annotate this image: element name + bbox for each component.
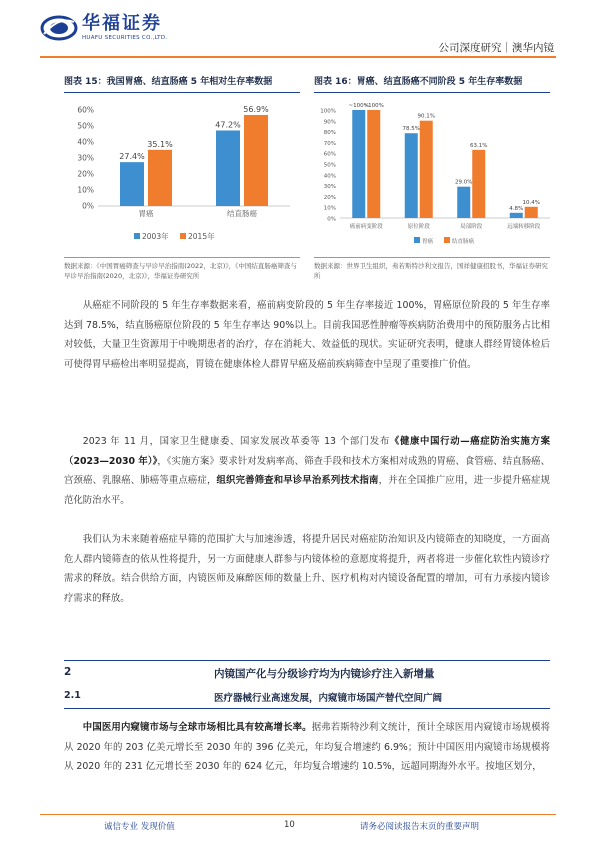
data-label: 10.4% xyxy=(522,199,540,206)
policy-intro-text: 2023 年 11 月，国家卫生健康委、国家发展改革委等 13 个部门发布 xyxy=(82,436,390,447)
data-label: 56.9% xyxy=(243,104,269,114)
figure-15-title xyxy=(64,74,272,87)
category-label: 胃癌 xyxy=(138,209,154,218)
y-tick-label: 10% xyxy=(77,185,94,195)
legend-swatch xyxy=(180,233,186,239)
logo-chinese-name: 华福证券 xyxy=(82,13,162,34)
figure-15-source-divider xyxy=(64,257,300,258)
legend-swatch xyxy=(444,237,450,243)
data-label: 4.8% xyxy=(509,205,524,212)
bar-series-1 xyxy=(457,187,470,218)
y-tick-label: 50% xyxy=(77,121,94,131)
y-tick-label: 0% xyxy=(327,216,336,223)
y-tick-label: 20% xyxy=(323,194,336,201)
header-divider xyxy=(40,56,556,58)
market-growth-text: 据弗若斯特沙利文统计，预计全球医用内窥镜市场规模将从 2020 年的 203 亿美元增长至 2030 年的 396 亿美元，年均复合增速约 6.9%；预计中国医用内窥镜市场规模将从 2020 年的 231 亿元增长至 2030 年的 624 亿元，年均复合增速约 10.5%，远超同期海外水平。按地区划分， xyxy=(64,722,550,772)
figure-15-chart xyxy=(64,96,300,254)
bar-series-2 xyxy=(367,110,380,218)
legend-label: 2003年 xyxy=(142,232,169,241)
y-tick-label: 0% xyxy=(82,201,94,211)
bar-series-2 xyxy=(525,207,538,218)
footer-divider xyxy=(40,814,556,815)
figure-16-source: 数据来源：世界卫生组织，弗若斯特沙利文报告，国祥健康招股书，华福证券研究所 xyxy=(314,262,548,280)
bar-series-1 xyxy=(120,162,144,206)
y-tick-label: 30% xyxy=(77,153,94,163)
logo-english-name: HUAFU SECURITIES CO.,LTD. xyxy=(82,35,168,41)
legend-label: 胃癌 xyxy=(422,239,434,245)
data-label: 29.0% xyxy=(455,179,473,186)
bar-series-1 xyxy=(510,213,523,218)
legend-label: 2015年 xyxy=(188,232,215,241)
data-label: 63.1% xyxy=(470,142,488,149)
figure-16-chart xyxy=(314,96,550,254)
paragraph-outlook: 我们认为未来随着癌症早筛的范围扩大与加速渗透，将提升居民对癌症防治知识及内镜筛查的知晓度，一方面高危人群内镜筛查的依从性将提升，另一方面健康人群参与内镜体检的意愿度将提升，两者将进一步催化软性内镜诊疗需求的释放。结合供给方面，内镜医师及麻醉医师的数量上升、医疗机构对内镜设备配置的增加，可有力承接内镜诊疗需求的释放。 xyxy=(64,534,550,604)
bar-series-1 xyxy=(405,133,418,218)
y-tick-label: 10% xyxy=(323,205,336,212)
y-tick-label: 60% xyxy=(77,105,94,115)
paragraph-survival-rates: 从癌症不同阶段的 5 年生存率数据来看，癌前病变阶段的 5 年生存率接近 100%，胃癌原位阶段的 5 年生存率达到 78.5%，结直肠癌原位阶段的 5 年生存率达 90%以上。目前我国恶性肿瘤等疾病防治费用中的预防服务占比相对较低，大量卫生资源用于中晚期患者的治疗，存在消耗大、效益低的现状。实证研究表明，健康人群经胃镜体检后可使得胃早癌检出率明显提高，胃镜在健康体检人群胃早癌及癌前疾病筛查中呈现了重要推广价值。 xyxy=(64,300,550,370)
y-tick-label: 30% xyxy=(323,184,336,191)
bar-series-1 xyxy=(352,110,365,218)
y-tick-label: 40% xyxy=(323,173,336,180)
y-tick-label: 40% xyxy=(77,137,94,147)
y-tick-label: 70% xyxy=(323,140,336,147)
data-label: 78.5% xyxy=(402,126,420,133)
legend-swatch xyxy=(414,237,420,243)
figure-15-caption: 我国胃癌、结直肠癌 5 年相对生存率数据 xyxy=(106,77,273,87)
data-label: ~100% xyxy=(348,103,369,109)
section-2-title: 内镜国产化与分级诊疗均为内镜诊疗注入新增量 xyxy=(214,668,435,680)
category-label: 原位阶段 xyxy=(407,224,430,230)
category-label: 癌前病变阶段 xyxy=(349,224,383,230)
y-tick-label: 80% xyxy=(323,130,336,137)
category-label: 局部阶段 xyxy=(460,224,483,230)
policy-conclusion-text: ，并在全国推广应用，进一步提升癌症规范化防治水平。 xyxy=(64,475,550,506)
page-header xyxy=(0,0,596,64)
y-tick-label: 100% xyxy=(320,108,336,115)
section-2-top-divider xyxy=(64,660,550,661)
footer-disclaimer: 请务必阅读报告末页的重要声明 xyxy=(360,822,480,832)
legend-label: 结直肠癌 xyxy=(452,239,475,245)
figure-16-title xyxy=(314,74,522,87)
report-type: 公司深度研究｜澳华内镜 xyxy=(438,42,554,54)
bar-series-2 xyxy=(148,150,172,206)
data-label: 90.1% xyxy=(417,113,435,120)
legend-swatch xyxy=(134,233,140,239)
data-label: 27.4% xyxy=(119,152,145,162)
figure-15-label: 图表 15： xyxy=(64,77,107,87)
y-tick-label: 20% xyxy=(77,169,94,179)
policy-requirements-text: ，《实施方案》要求针对发病率高、筛查手段和技术方案相对成熟的胃癌、食管癌、结直肠癌、宫颈癌、乳腺癌、肺癌等重点癌症， xyxy=(64,455,550,486)
figure-16-divider xyxy=(314,92,550,93)
figure-16-label: 图表 16： xyxy=(314,77,357,87)
data-label: 47.2% xyxy=(215,120,241,130)
y-tick-label: 50% xyxy=(323,162,336,169)
category-label: 远端转移阶段 xyxy=(507,224,541,230)
huafu-logo-icon xyxy=(40,14,78,42)
footer-slogan: 诚信专业 发现价值 xyxy=(104,822,175,832)
company-logo xyxy=(40,14,167,42)
policy-document-name: 《健康中国行动—癌症防治实施方案（2023—2030 年）》 xyxy=(64,436,550,467)
y-tick-label: 90% xyxy=(323,119,336,126)
data-label: 35.1% xyxy=(147,139,173,149)
page-number: 10 xyxy=(284,820,295,830)
figure-16-caption: 胃癌、结直肠癌不同阶段 5 年生存率数据 xyxy=(356,77,523,87)
market-growth-headline: 中国医用内窥镜市场与全球市场相比具有较高增长率。 xyxy=(82,722,312,733)
bar-series-2 xyxy=(472,150,485,218)
policy-guideline-text: 组织完善筛查和早诊早治系列技术指南 xyxy=(216,475,379,486)
paragraph-market-growth xyxy=(64,718,550,777)
data-label: ~100% xyxy=(363,103,384,109)
section-2-1-divider xyxy=(64,708,550,709)
bar-series-2 xyxy=(420,121,433,218)
y-tick-label: 60% xyxy=(323,151,336,158)
paragraph-policy xyxy=(64,432,550,510)
figure-15-source: 数据来源：《中国胃癌筛查与早诊早治指南(2022，北京)》，《中国结直肠癌筛查与早诊早治指南(2020，北京)》，华福证券研究所 xyxy=(64,262,297,280)
section-2-number: 2 xyxy=(64,666,72,678)
category-label: 结直肠癌 xyxy=(227,209,257,218)
section-2-1-title: 医疗器械行业高速发展，内窥镜市场国产替代空间广阔 xyxy=(214,693,443,704)
figure-16-source-divider xyxy=(314,257,550,258)
figure-15-divider xyxy=(64,92,300,93)
section-2-1-number: 2.1 xyxy=(64,690,81,701)
bar-series-2 xyxy=(244,115,268,206)
bar-series-1 xyxy=(216,130,240,206)
